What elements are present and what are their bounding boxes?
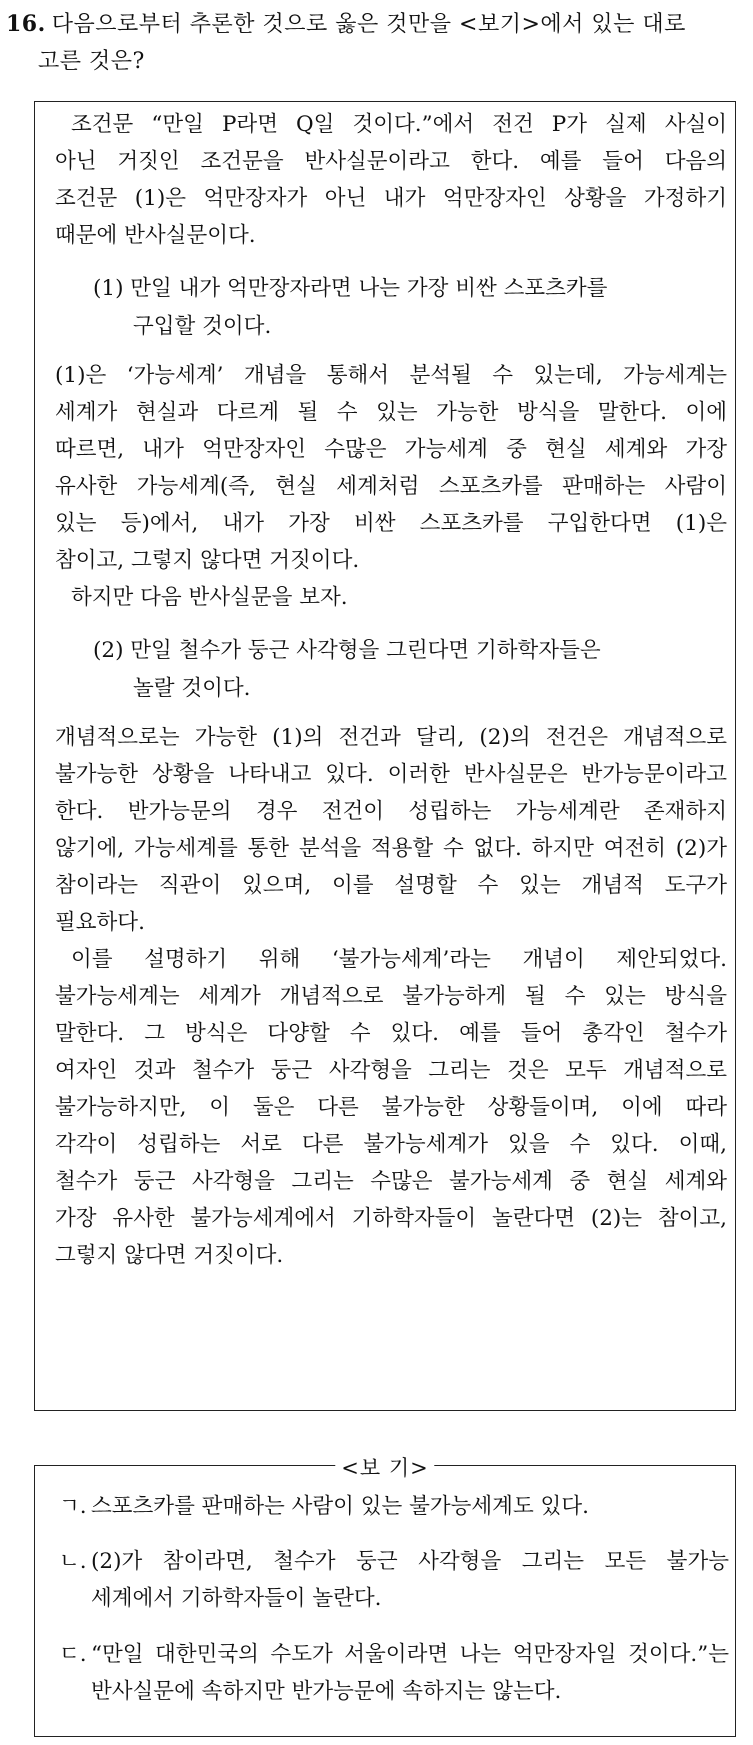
passage-line: 따르면, 내가 억만장자인 수많은 가능세계 중 현실 세계와 가장 [55, 437, 727, 462]
passage-line: 때문에 반사실문이다. [55, 223, 256, 248]
passage-line: 한다. 반가능문의 경우 전건이 성립하는 가능세계란 존재하지 [55, 799, 727, 824]
question-stem-line2: 고른 것은? [38, 49, 145, 74]
passage-line: 불가능한 상황을 나타내고 있다. 이러한 반사실문은 반가능문이라고 [55, 762, 727, 787]
bogi-title-bar [34, 1454, 736, 1480]
question-number: 16. [6, 11, 46, 37]
bogi-title: <보 기> [335, 1452, 434, 1482]
passage-line: 조건문 (1)은 억만장자가 아닌 내가 억만장자인 상황을 가정하기 [55, 186, 727, 211]
bogi-item-a [59, 1492, 729, 1522]
passage-line: 참이라는 직관이 있으며, 이를 설명할 수 있는 개념적 도구가 [55, 873, 727, 898]
passage-line: 조건문 “만일 P라면 Q일 것이다.”에서 전건 P가 실제 사실이 [71, 112, 727, 137]
question-stem-line1: 다음으로부터 추론한 것으로 옳은 것만을 <보기>에서 있는 대로 [51, 12, 686, 37]
passage-line: 불가능하지만, 이 둘은 다른 불가능한 상황들이며, 이에 따라 [55, 1095, 727, 1120]
passage-line: 말한다. 그 방식은 다양할 수 있다. 예를 들어 총각인 철수가 [55, 1021, 727, 1046]
passage-line: 참이고, 그렇지 않다면 거짓이다. [55, 548, 360, 573]
passage-line: 유사한 가능세계(즉, 현실 세계처럼 스포츠카를 판매하는 사람이 [55, 474, 727, 499]
bogi-item-c [59, 1640, 729, 1670]
passage-line: 그렇지 않다면 거짓이다. [55, 1243, 284, 1268]
passage-line: 있는 등)에서, 내가 가장 비싼 스포츠카를 구입한다면 (1)은 [55, 511, 727, 536]
passage-line: 이를 설명하기 위해 ‘불가능세계’라는 개념이 제안되었다. [71, 947, 727, 972]
bogi-item-b-cont: 세계에서 기하학자들이 놀란다. [91, 1586, 382, 1611]
passage-line: 철수가 둥근 사각형을 그리는 수많은 불가능세계 중 현실 세계와 [55, 1169, 727, 1194]
passage-box [34, 101, 736, 1411]
bogi-item-mark: ㄴ. [59, 1549, 87, 1574]
bogi-item-text: 스포츠카를 판매하는 사람이 있는 불가능세계도 있다. [91, 1494, 589, 1519]
bogi-item-text: “만일 대한민국의 수도가 서울이라면 나는 억만장자일 것이다.”는 [91, 1642, 729, 1667]
question-header [6, 6, 746, 80]
example-2-line2: 놀랄 것이다. [133, 676, 251, 701]
bogi-item-mark: ㄱ. [59, 1494, 87, 1519]
passage-line: 하지만 다음 반사실문을 보자. [71, 585, 348, 610]
passage-line: (1)은 ‘가능세계’ 개념을 통해서 분석될 수 있는데, 가능세계는 [55, 363, 727, 388]
example-1-line1: (1) 만일 내가 억만장자라면 나는 가장 비싼 스포츠카를 [93, 276, 608, 301]
example-1-line2: 구입할 것이다. [133, 314, 272, 339]
bogi-item-mark: ㄷ. [59, 1642, 87, 1667]
passage-line: 가장 유사한 불가능세계에서 기하학자들이 놀란다면 (2)는 참이고, [55, 1206, 727, 1231]
bogi-item-text: (2)가 참이라면, 철수가 둥근 사각형을 그리는 모든 불가능 [91, 1549, 729, 1574]
passage-line: 개념적으로는 가능한 (1)의 전건과 달리, (2)의 전건은 개념적으로 [55, 725, 727, 750]
example-2-line1: (2) 만일 철수가 둥근 사각형을 그린다면 기하학자들은 [93, 638, 601, 663]
bogi-box [34, 1465, 736, 1737]
bogi-item-c-cont: 반사실문에 속하지만 반가능문에 속하지는 않는다. [91, 1679, 562, 1704]
passage-line: 필요하다. [55, 910, 145, 935]
passage-line: 각각이 성립하는 서로 다른 불가능세계가 있을 수 있다. 이때, [55, 1132, 727, 1157]
passage-line: 불가능세계는 세계가 개념적으로 불가능하게 될 수 있는 방식을 [55, 984, 727, 1009]
passage-line: 않기에, 가능세계를 통한 분석을 적용할 수 없다. 하지만 여전히 (2)가 [55, 836, 727, 861]
passage-line: 세계가 현실과 다르게 될 수 있는 가능한 방식을 말한다. 이에 [55, 400, 727, 425]
passage-line: 아닌 거짓인 조건문을 반사실문이라고 한다. 예를 들어 다음의 [55, 149, 727, 174]
passage-line: 여자인 것과 철수가 둥근 사각형을 그리는 것은 모두 개념적으로 [55, 1058, 727, 1083]
bogi-item-b [59, 1547, 729, 1577]
